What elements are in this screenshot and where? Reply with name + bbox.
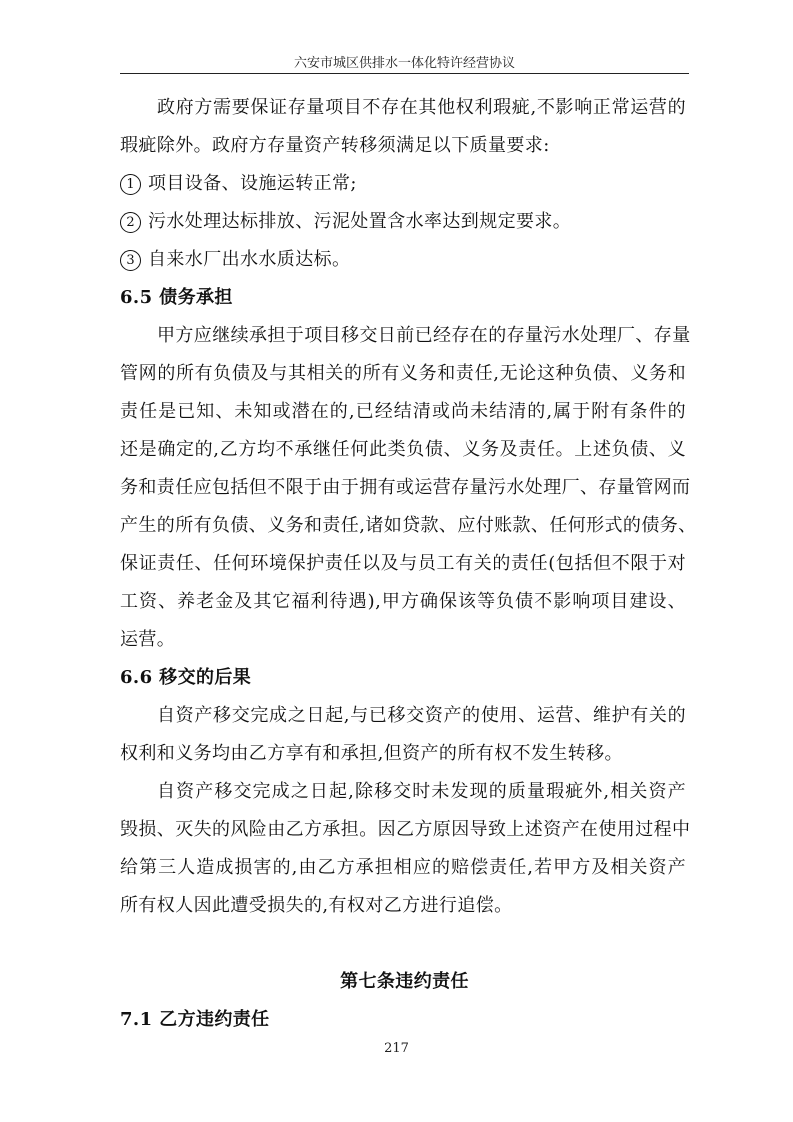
list-item	[120, 249, 350, 271]
running-header: 六安市城区供排水一体化特许经营协议	[293, 56, 515, 71]
circled-number: 2	[120, 212, 141, 233]
paragraph-line: 政府方需要保证存量项目不存在其他权利瑕疵,不影响正常运营的	[157, 97, 686, 118]
paragraph-line: 自资产移交完成之日起,除移交时未发现的质量瑕疵外,相关资产	[157, 781, 686, 802]
paragraph-line: 管网的所有负债及与其相关的所有义务和责任,无论这种负债、义务和	[120, 363, 686, 384]
circled-number: 1	[120, 174, 141, 195]
section-heading-6-5: 6.5 债务承担	[120, 287, 233, 308]
paragraph-line: 责任是已知、未知或潜在的,已经结清或尚未结清的,属于附有条件的	[120, 401, 686, 422]
list-item-text: 项目设备、设施运转正常;	[148, 173, 357, 194]
paragraph-line: 产生的所有负债、义务和责任,诸如贷款、应付账款、任何形式的债务、	[120, 515, 697, 536]
page-number: 217	[384, 1041, 409, 1056]
list-item	[120, 173, 357, 195]
paragraph-line: 权利和义务均由乙方享有和承担,但资产的所有权不发生转移。	[120, 743, 623, 764]
list-item-text: 污水处理达标排放、污泥处置含水率达到规定要求。	[148, 211, 572, 232]
list-item-text: 自来水厂出水水质达标。	[148, 249, 351, 270]
header-rule	[120, 73, 689, 74]
section-heading-6-6: 6.6 移交的后果	[120, 667, 252, 688]
circled-number: 3	[120, 250, 141, 271]
paragraph-line: 给第三人造成损害的,由乙方承担相应的赔偿责任,若甲方及相关资产	[120, 857, 686, 878]
list-item	[120, 211, 571, 233]
section-heading-7-1: 7.1 乙方违约责任	[120, 1009, 270, 1030]
paragraph-line: 瑕疵除外。政府方存量资产转移须满足以下质量要求:	[120, 135, 550, 156]
paragraph-line: 自资产移交完成之日起,与已移交资产的使用、运营、维护有关的	[157, 705, 686, 726]
paragraph-line: 毁损、灭失的风险由乙方承担。因乙方原因导致上述资产在使用过程中	[120, 819, 691, 840]
paragraph-line: 还是确定的,乙方均不承继任何此类负债、义务及责任。上述负债、义	[120, 439, 686, 460]
paragraph-line: 务和责任应包括但不限于由于拥有或运营存量污水处理厂、存量管网而	[120, 477, 691, 498]
paragraph-line: 运营。	[120, 629, 176, 650]
paragraph-line: 工资、养老金及其它福利待遇),甲方确保该等负债不影响项目建设、	[120, 591, 686, 612]
paragraph-line: 所有权人因此遭受损失的,有权对乙方进行追偿。	[120, 895, 513, 916]
paragraph-line: 保证责任、任何环境保护责任以及与员工有关的责任(包括但不限于对	[120, 553, 686, 574]
paragraph-line: 甲方应继续承担于项目移交日前已经存在的存量污水处理厂、存量	[157, 325, 691, 346]
article-title: 第七条违约责任	[340, 971, 469, 992]
